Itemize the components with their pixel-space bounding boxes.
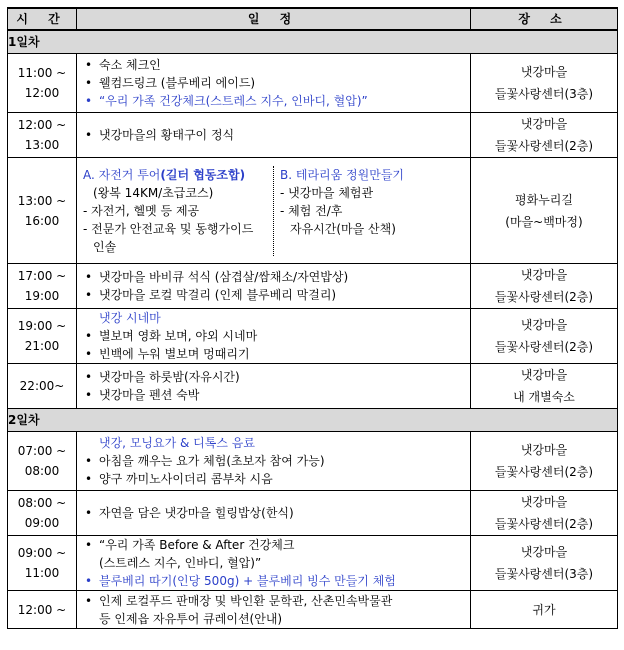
activity-a-line: (왕복 14KM/초급코스) bbox=[93, 185, 214, 200]
activity-a-title bbox=[83, 166, 269, 184]
place-text: 들꽃사랑센터(2층) bbox=[494, 139, 594, 153]
schedule-cell bbox=[77, 432, 471, 491]
time-cell bbox=[8, 113, 77, 158]
activity-b-line: - 냇강마을 체험관 bbox=[280, 185, 374, 200]
time-cell bbox=[8, 536, 77, 591]
time-text: 12:00 ~ bbox=[17, 118, 67, 132]
item: • 숙소 체크인 bbox=[83, 56, 466, 74]
item: • 냇강마을 하룻밤(자유시간) bbox=[83, 368, 466, 386]
time-text: 12:00 bbox=[24, 86, 60, 100]
place-cell bbox=[471, 591, 618, 629]
place-text: 들꽃사랑센터(2층) bbox=[494, 290, 594, 304]
place-text: 냇강마을 bbox=[520, 65, 568, 79]
schedule-row bbox=[8, 491, 618, 536]
place-cell bbox=[471, 364, 618, 409]
place-cell bbox=[471, 113, 618, 158]
schedule-cell bbox=[77, 491, 471, 536]
item: • 냇강마을 바비큐 석식 (삼겹살/쌈채소/자연밥상) bbox=[83, 268, 466, 286]
activity-a-line: - 자전거, 헬멧 등 제공 bbox=[83, 203, 200, 218]
item-list bbox=[77, 268, 470, 304]
split-activities bbox=[77, 166, 470, 256]
time-text: 19:00 bbox=[24, 289, 60, 303]
place-cell bbox=[471, 309, 618, 364]
activity-a-title-text: A. 자전거 투어 bbox=[83, 167, 161, 182]
time-text: 11:00 bbox=[24, 566, 60, 580]
place-text: 귀가 bbox=[532, 602, 556, 617]
schedule-cell bbox=[77, 536, 471, 591]
activity-b bbox=[273, 166, 470, 256]
header-row bbox=[8, 8, 618, 30]
day-label: 1일차 bbox=[8, 30, 618, 54]
item-list bbox=[77, 368, 470, 404]
time-cell bbox=[8, 264, 77, 309]
header-schedule: 일 정 bbox=[77, 8, 471, 30]
time-text: 22:00~ bbox=[19, 379, 65, 393]
place-text: 들꽃사랑센터(3층) bbox=[494, 567, 594, 581]
place-text: 내 개별숙소 bbox=[513, 390, 575, 404]
activity-b-title: B. 테라리움 정원만들기 bbox=[280, 167, 405, 182]
item: • 냇강마을 펜션 숙박 bbox=[83, 386, 466, 404]
item-list bbox=[77, 309, 470, 363]
time-cell bbox=[8, 54, 77, 113]
time-text: 21:00 bbox=[24, 339, 60, 353]
day-label: 2일차 bbox=[8, 409, 618, 432]
time-text: 08:00 ~ bbox=[17, 496, 67, 510]
item-list bbox=[77, 434, 470, 488]
item: • 냇강마을 로컬 막걸리 (인제 블루베리 막걸리) bbox=[83, 286, 466, 304]
place-cell bbox=[471, 264, 618, 309]
place-cell bbox=[471, 158, 618, 264]
time-cell bbox=[8, 591, 77, 629]
schedule-row bbox=[8, 113, 618, 158]
time-text: 09:00 ~ bbox=[17, 546, 67, 560]
activity-b-line: - 체험 전/후 bbox=[280, 203, 343, 218]
schedule-row bbox=[8, 432, 618, 491]
place-text: 냇강마을 bbox=[520, 545, 568, 559]
place-text: 냇강마을 bbox=[520, 495, 568, 509]
item: • 냇강마을의 황태구이 정식 bbox=[83, 126, 466, 144]
schedule-cell bbox=[77, 264, 471, 309]
time-text: 07:00 ~ bbox=[17, 444, 67, 458]
schedule-cell bbox=[77, 113, 471, 158]
item: • “우리 가족 Before & After 건강체크 bbox=[83, 536, 466, 554]
header-place: 장 소 bbox=[471, 8, 618, 30]
item-list bbox=[77, 536, 470, 590]
item: • 아침을 깨우는 요가 체험(초보자 참여 가능) bbox=[83, 452, 466, 470]
item: 냇강 시네마 bbox=[99, 311, 161, 325]
place-text: 들꽃사랑센터(3층) bbox=[494, 87, 594, 101]
place-text: (마을~백마정) bbox=[505, 214, 583, 229]
schedule-cell bbox=[77, 309, 471, 364]
place-text: 냇강마을 bbox=[520, 117, 568, 131]
header-time: 시 간 bbox=[8, 8, 77, 30]
time-cell bbox=[8, 309, 77, 364]
item: • 블루베리 따기(인당 500g) + 블루베리 빙수 만들기 체험 bbox=[83, 572, 466, 590]
time-text: 19:00 ~ bbox=[17, 319, 67, 333]
place-cell bbox=[471, 432, 618, 491]
time-cell bbox=[8, 432, 77, 491]
schedule-cell bbox=[77, 364, 471, 409]
activity-a-title-org: (길터 협동조합) bbox=[160, 167, 246, 182]
place-text: 냇강마을 bbox=[520, 268, 568, 282]
time-text: 13:00 bbox=[24, 138, 60, 152]
schedule-row bbox=[8, 364, 618, 409]
place-cell bbox=[471, 536, 618, 591]
schedule-row bbox=[8, 536, 618, 591]
schedule-cell bbox=[77, 54, 471, 113]
day-row bbox=[8, 409, 618, 432]
schedule-cell bbox=[77, 158, 471, 264]
item: • “우리 가족 건강체크(스트레스 지수, 인바디, 혈압)” bbox=[83, 92, 466, 110]
item: (스트레스 지수, 인바디, 혈압)” bbox=[99, 556, 262, 570]
time-text: 16:00 bbox=[24, 213, 60, 228]
item-list bbox=[77, 592, 470, 628]
time-text: 09:00 bbox=[24, 516, 60, 530]
schedule-row bbox=[8, 264, 618, 309]
item: • 빈백에 누워 별보며 멍때리기 bbox=[83, 345, 466, 363]
item: • 자연을 담은 냇강마을 힐링밥상(한식) bbox=[83, 504, 466, 522]
item-list bbox=[77, 56, 470, 110]
activity-b-line: 자유시간(마을 산책) bbox=[290, 221, 396, 236]
item-list bbox=[77, 126, 470, 144]
schedule-row bbox=[8, 309, 618, 364]
place-text: 들꽃사랑센터(2층) bbox=[494, 340, 594, 354]
schedule-body bbox=[8, 30, 618, 629]
time-cell bbox=[8, 364, 77, 409]
time-cell bbox=[8, 158, 77, 264]
place-text: 평화누리길 bbox=[515, 192, 573, 207]
place-text: 들꽃사랑센터(2층) bbox=[494, 517, 594, 531]
time-cell bbox=[8, 491, 77, 536]
time-text: 12:00 ~ bbox=[17, 602, 67, 617]
schedule-row bbox=[8, 54, 618, 113]
time-text: 13:00 ~ bbox=[17, 193, 67, 208]
activity-a-line: 인솔 bbox=[93, 239, 117, 254]
item-list bbox=[77, 504, 470, 522]
place-cell bbox=[471, 54, 618, 113]
place-text: 냇강마을 bbox=[520, 318, 568, 332]
item: • 인제 로컬푸드 판매장 및 박인환 문학관, 산촌민속박물관 bbox=[83, 592, 466, 610]
schedule-cell bbox=[77, 591, 471, 629]
place-text: 들꽃사랑센터(2층) bbox=[494, 465, 594, 479]
place-text: 냇강마을 bbox=[520, 443, 568, 457]
time-text: 17:00 ~ bbox=[17, 269, 67, 283]
place-text: 냇강마을 bbox=[520, 368, 568, 382]
activity-a bbox=[77, 166, 273, 256]
item: • 양구 까미노사이더리 콤부차 시음 bbox=[83, 470, 466, 488]
time-text: 08:00 bbox=[24, 464, 60, 478]
time-text: 11:00 ~ bbox=[17, 66, 67, 80]
item: • 별보며 영화 보며, 야외 시네마 bbox=[83, 327, 466, 345]
item: • 웰컴드링크 (블루베리 에이드) bbox=[83, 74, 466, 92]
day-row bbox=[8, 30, 618, 54]
place-cell bbox=[471, 491, 618, 536]
schedule-table bbox=[7, 7, 618, 629]
item: 냇강, 모닝요가 & 디톡스 음료 bbox=[99, 436, 255, 450]
schedule-row bbox=[8, 158, 618, 264]
activity-a-line: - 전문가 안전교육 및 동행가이드 bbox=[83, 221, 254, 236]
schedule-row bbox=[8, 591, 618, 629]
item: 등 인제읍 자유투어 큐레이션(안내) bbox=[99, 611, 283, 626]
